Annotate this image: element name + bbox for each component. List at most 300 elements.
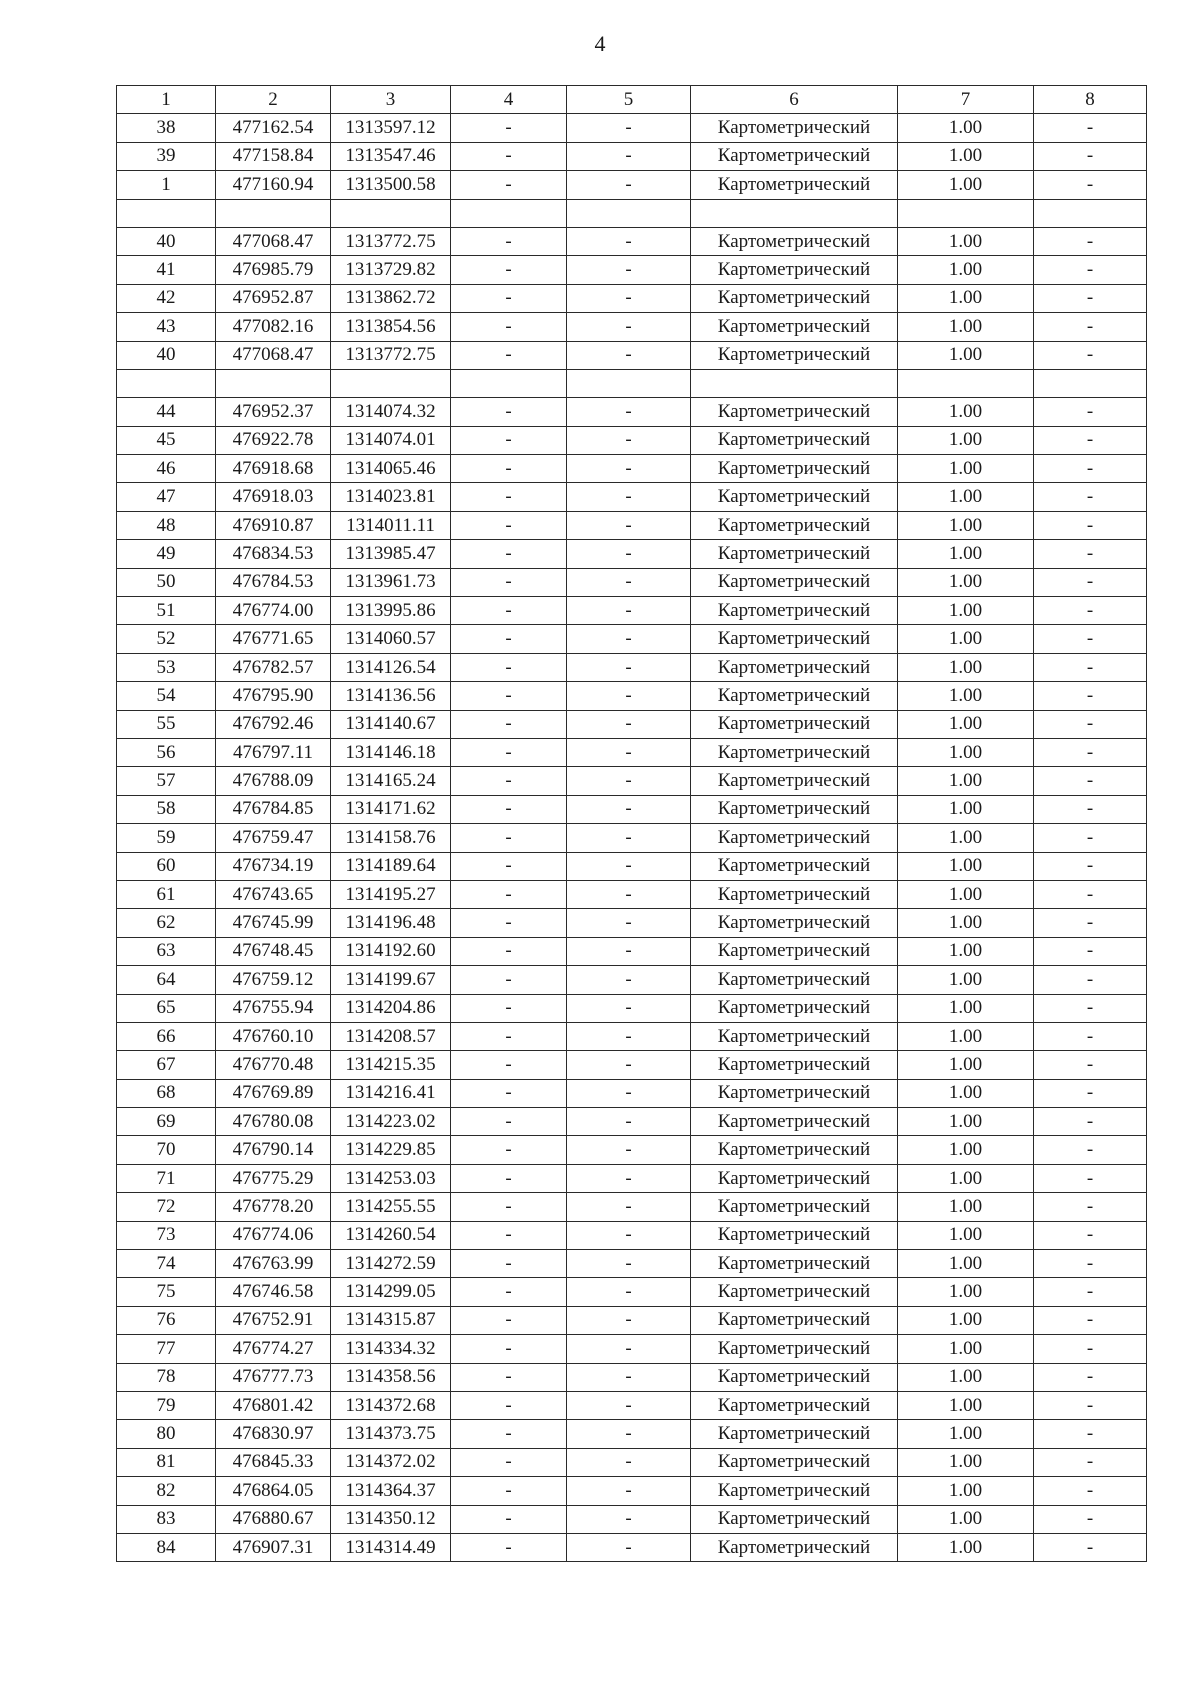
col-5-cell xyxy=(567,199,691,227)
col-4-cell: - xyxy=(451,1164,567,1192)
accuracy-cell: 1.00 xyxy=(898,540,1034,568)
col-8-cell: - xyxy=(1034,1250,1147,1278)
table-row xyxy=(117,1477,1147,1505)
table-row xyxy=(117,1533,1147,1561)
point-number-cell: 82 xyxy=(117,1477,216,1505)
method-cell: Картометрический xyxy=(691,937,898,965)
table-row xyxy=(117,142,1147,170)
x-coordinate-cell: 476918.03 xyxy=(216,483,331,511)
table-row xyxy=(117,1051,1147,1079)
header-cell-8: 8 xyxy=(1034,86,1147,114)
y-coordinate-cell: 1314195.27 xyxy=(331,880,451,908)
table-row xyxy=(117,1420,1147,1448)
col-4-cell xyxy=(451,369,567,397)
x-coordinate-cell: 476952.37 xyxy=(216,398,331,426)
table-row xyxy=(117,1335,1147,1363)
point-number-cell: 40 xyxy=(117,227,216,255)
x-coordinate-cell xyxy=(216,369,331,397)
y-coordinate-cell: 1314060.57 xyxy=(331,625,451,653)
x-coordinate-cell: 476743.65 xyxy=(216,880,331,908)
accuracy-cell: 1.00 xyxy=(898,852,1034,880)
point-number-cell: 1 xyxy=(117,171,216,199)
table-row xyxy=(117,1022,1147,1050)
col-4-cell: - xyxy=(451,540,567,568)
col-8-cell: - xyxy=(1034,597,1147,625)
col-5-cell: - xyxy=(567,1505,691,1533)
col-4-cell: - xyxy=(451,426,567,454)
col-5-cell: - xyxy=(567,625,691,653)
method-cell: Картометрический xyxy=(691,909,898,937)
x-coordinate-cell: 476782.57 xyxy=(216,653,331,681)
accuracy-cell: 1.00 xyxy=(898,1193,1034,1221)
accuracy-cell: 1.00 xyxy=(898,1221,1034,1249)
method-cell: Картометрический xyxy=(691,710,898,738)
point-number-cell: 41 xyxy=(117,256,216,284)
table-row xyxy=(117,710,1147,738)
col-4-cell: - xyxy=(451,1477,567,1505)
y-coordinate-cell xyxy=(331,369,451,397)
accuracy-cell: 1.00 xyxy=(898,1391,1034,1419)
x-coordinate-cell: 476775.29 xyxy=(216,1164,331,1192)
x-coordinate-cell: 476784.53 xyxy=(216,568,331,596)
y-coordinate-cell: 1313854.56 xyxy=(331,313,451,341)
point-number-cell: 40 xyxy=(117,341,216,369)
x-coordinate-cell: 476795.90 xyxy=(216,682,331,710)
col-8-cell: - xyxy=(1034,1193,1147,1221)
col-8-cell: - xyxy=(1034,426,1147,454)
x-coordinate-cell: 476784.85 xyxy=(216,795,331,823)
y-coordinate-cell: 1314136.56 xyxy=(331,682,451,710)
accuracy-cell: 1.00 xyxy=(898,227,1034,255)
accuracy-cell: 1.00 xyxy=(898,795,1034,823)
accuracy-cell: 1.00 xyxy=(898,682,1034,710)
accuracy-cell: 1.00 xyxy=(898,1022,1034,1050)
y-coordinate-cell: 1313500.58 xyxy=(331,171,451,199)
method-cell: Картометрический xyxy=(691,1477,898,1505)
point-number-cell: 68 xyxy=(117,1079,216,1107)
table-row xyxy=(117,937,1147,965)
col-4-cell: - xyxy=(451,227,567,255)
y-coordinate-cell: 1313547.46 xyxy=(331,142,451,170)
point-number-cell: 63 xyxy=(117,937,216,965)
col-5-cell: - xyxy=(567,1391,691,1419)
method-cell: Картометрический xyxy=(691,568,898,596)
col-5-cell: - xyxy=(567,653,691,681)
col-4-cell: - xyxy=(451,1079,567,1107)
accuracy-cell: 1.00 xyxy=(898,1533,1034,1561)
method-cell: Картометрический xyxy=(691,341,898,369)
accuracy-cell: 1.00 xyxy=(898,1164,1034,1192)
col-5-cell: - xyxy=(567,597,691,625)
point-number-cell: 77 xyxy=(117,1335,216,1363)
y-coordinate-cell: 1314158.76 xyxy=(331,824,451,852)
point-number-cell: 73 xyxy=(117,1221,216,1249)
col-8-cell: - xyxy=(1034,710,1147,738)
y-coordinate-cell: 1314372.68 xyxy=(331,1391,451,1419)
point-number-cell: 51 xyxy=(117,597,216,625)
accuracy-cell: 1.00 xyxy=(898,426,1034,454)
col-8-cell: - xyxy=(1034,455,1147,483)
col-5-cell: - xyxy=(567,1420,691,1448)
col-5-cell: - xyxy=(567,795,691,823)
accuracy-cell xyxy=(898,199,1034,227)
method-cell: Картометрический xyxy=(691,1051,898,1079)
method-cell: Картометрический xyxy=(691,625,898,653)
table-row xyxy=(117,256,1147,284)
col-4-cell: - xyxy=(451,142,567,170)
y-coordinate-cell: 1314126.54 xyxy=(331,653,451,681)
col-8-cell: - xyxy=(1034,568,1147,596)
x-coordinate-cell: 477082.16 xyxy=(216,313,331,341)
y-coordinate-cell: 1314204.86 xyxy=(331,994,451,1022)
y-coordinate-cell: 1314215.35 xyxy=(331,1051,451,1079)
table-row xyxy=(117,994,1147,1022)
col-4-cell: - xyxy=(451,341,567,369)
x-coordinate-cell: 476752.91 xyxy=(216,1306,331,1334)
col-4-cell xyxy=(451,199,567,227)
x-coordinate-cell: 476769.89 xyxy=(216,1079,331,1107)
table-row xyxy=(117,1448,1147,1476)
accuracy-cell: 1.00 xyxy=(898,738,1034,766)
table-row xyxy=(117,1278,1147,1306)
col-8-cell: - xyxy=(1034,1505,1147,1533)
col-8-cell: - xyxy=(1034,1164,1147,1192)
x-coordinate-cell xyxy=(216,199,331,227)
accuracy-cell: 1.00 xyxy=(898,1108,1034,1136)
x-coordinate-cell: 476788.09 xyxy=(216,767,331,795)
col-8-cell xyxy=(1034,199,1147,227)
x-coordinate-cell: 476763.99 xyxy=(216,1250,331,1278)
method-cell: Картометрический xyxy=(691,1136,898,1164)
col-8-cell: - xyxy=(1034,171,1147,199)
method-cell: Картометрический xyxy=(691,880,898,908)
y-coordinate-cell: 1313995.86 xyxy=(331,597,451,625)
table-row xyxy=(117,597,1147,625)
point-number-cell: 61 xyxy=(117,880,216,908)
col-5-cell: - xyxy=(567,1448,691,1476)
x-coordinate-cell: 476845.33 xyxy=(216,1448,331,1476)
point-number-cell xyxy=(117,199,216,227)
col-4-cell: - xyxy=(451,398,567,426)
col-8-cell: - xyxy=(1034,1420,1147,1448)
col-8-cell: - xyxy=(1034,880,1147,908)
x-coordinate-cell: 476760.10 xyxy=(216,1022,331,1050)
point-number-cell: 69 xyxy=(117,1108,216,1136)
point-number-cell: 43 xyxy=(117,313,216,341)
point-number-cell: 84 xyxy=(117,1533,216,1561)
point-number-cell: 74 xyxy=(117,1250,216,1278)
table-row xyxy=(117,682,1147,710)
point-number-cell: 55 xyxy=(117,710,216,738)
col-8-cell: - xyxy=(1034,1448,1147,1476)
col-4-cell: - xyxy=(451,1221,567,1249)
col-5-cell: - xyxy=(567,1221,691,1249)
col-4-cell: - xyxy=(451,738,567,766)
method-cell: Картометрический xyxy=(691,256,898,284)
point-number-cell: 62 xyxy=(117,909,216,937)
x-coordinate-cell: 476880.67 xyxy=(216,1505,331,1533)
y-coordinate-cell: 1314350.12 xyxy=(331,1505,451,1533)
point-number-cell: 67 xyxy=(117,1051,216,1079)
col-5-cell: - xyxy=(567,256,691,284)
col-5-cell: - xyxy=(567,824,691,852)
table-row xyxy=(117,540,1147,568)
col-4-cell: - xyxy=(451,114,567,142)
x-coordinate-cell: 477068.47 xyxy=(216,341,331,369)
col-8-cell: - xyxy=(1034,767,1147,795)
table-row xyxy=(117,1221,1147,1249)
method-cell: Картометрический xyxy=(691,682,898,710)
method-cell: Картометрический xyxy=(691,795,898,823)
col-8-cell: - xyxy=(1034,1363,1147,1391)
col-8-cell: - xyxy=(1034,1533,1147,1561)
table-row xyxy=(117,511,1147,539)
y-coordinate-cell: 1313862.72 xyxy=(331,284,451,312)
y-coordinate-cell: 1314140.67 xyxy=(331,710,451,738)
col-8-cell: - xyxy=(1034,142,1147,170)
y-coordinate-cell: 1313961.73 xyxy=(331,568,451,596)
table-row xyxy=(117,1079,1147,1107)
col-4-cell: - xyxy=(451,966,567,994)
col-4-cell: - xyxy=(451,1420,567,1448)
table-row xyxy=(117,341,1147,369)
x-coordinate-cell: 476790.14 xyxy=(216,1136,331,1164)
x-coordinate-cell: 476910.87 xyxy=(216,511,331,539)
col-5-cell: - xyxy=(567,994,691,1022)
y-coordinate-cell: 1314196.48 xyxy=(331,909,451,937)
col-8-cell: - xyxy=(1034,1306,1147,1334)
accuracy-cell: 1.00 xyxy=(898,1051,1034,1079)
col-8-cell: - xyxy=(1034,511,1147,539)
accuracy-cell: 1.00 xyxy=(898,625,1034,653)
y-coordinate-cell: 1314011.11 xyxy=(331,511,451,539)
col-4-cell: - xyxy=(451,994,567,1022)
col-4-cell: - xyxy=(451,625,567,653)
method-cell: Картометрический xyxy=(691,398,898,426)
y-coordinate-cell: 1314373.75 xyxy=(331,1420,451,1448)
y-coordinate-cell: 1314229.85 xyxy=(331,1136,451,1164)
col-8-cell: - xyxy=(1034,483,1147,511)
col-5-cell: - xyxy=(567,966,691,994)
method-cell: Картометрический xyxy=(691,1505,898,1533)
method-cell: Картометрический xyxy=(691,1420,898,1448)
col-4-cell: - xyxy=(451,1278,567,1306)
method-cell: Картометрический xyxy=(691,1164,898,1192)
point-number-cell: 65 xyxy=(117,994,216,1022)
col-8-cell: - xyxy=(1034,1391,1147,1419)
point-number-cell: 47 xyxy=(117,483,216,511)
col-5-cell: - xyxy=(567,1477,691,1505)
y-coordinate-cell: 1314189.64 xyxy=(331,852,451,880)
col-8-cell: - xyxy=(1034,909,1147,937)
method-cell: Картометрический xyxy=(691,227,898,255)
point-number-cell: 59 xyxy=(117,824,216,852)
y-coordinate-cell: 1314146.18 xyxy=(331,738,451,766)
accuracy-cell: 1.00 xyxy=(898,313,1034,341)
point-number-cell: 56 xyxy=(117,738,216,766)
accuracy-cell: 1.00 xyxy=(898,653,1034,681)
point-number-cell: 46 xyxy=(117,455,216,483)
col-4-cell: - xyxy=(451,284,567,312)
point-number-cell: 38 xyxy=(117,114,216,142)
table-row xyxy=(117,852,1147,880)
col-8-cell: - xyxy=(1034,256,1147,284)
col-8-cell: - xyxy=(1034,398,1147,426)
point-number-cell: 81 xyxy=(117,1448,216,1476)
accuracy-cell: 1.00 xyxy=(898,1136,1034,1164)
y-coordinate-cell: 1314315.87 xyxy=(331,1306,451,1334)
y-coordinate-cell: 1314334.32 xyxy=(331,1335,451,1363)
table-row xyxy=(117,114,1147,142)
col-8-cell: - xyxy=(1034,966,1147,994)
header-cell-7: 7 xyxy=(898,86,1034,114)
accuracy-cell: 1.00 xyxy=(898,284,1034,312)
point-number-cell: 45 xyxy=(117,426,216,454)
method-cell: Картометрический xyxy=(691,1250,898,1278)
col-4-cell: - xyxy=(451,1505,567,1533)
method-cell: Картометрический xyxy=(691,540,898,568)
x-coordinate-cell: 476834.53 xyxy=(216,540,331,568)
point-number-cell: 79 xyxy=(117,1391,216,1419)
method-cell: Картометрический xyxy=(691,1079,898,1107)
accuracy-cell: 1.00 xyxy=(898,256,1034,284)
point-number-cell: 54 xyxy=(117,682,216,710)
col-5-cell: - xyxy=(567,1335,691,1363)
table-row xyxy=(117,1363,1147,1391)
x-coordinate-cell: 476830.97 xyxy=(216,1420,331,1448)
table-row xyxy=(117,1505,1147,1533)
accuracy-cell: 1.00 xyxy=(898,994,1034,1022)
method-cell: Картометрический xyxy=(691,653,898,681)
accuracy-cell: 1.00 xyxy=(898,710,1034,738)
y-coordinate-cell: 1314272.59 xyxy=(331,1250,451,1278)
method-cell: Картометрический xyxy=(691,284,898,312)
col-5-cell: - xyxy=(567,568,691,596)
table-row xyxy=(117,1164,1147,1192)
accuracy-cell: 1.00 xyxy=(898,937,1034,965)
col-4-cell: - xyxy=(451,1363,567,1391)
method-cell: Картометрический xyxy=(691,511,898,539)
col-8-cell: - xyxy=(1034,824,1147,852)
accuracy-cell: 1.00 xyxy=(898,909,1034,937)
col-8-cell: - xyxy=(1034,937,1147,965)
x-coordinate-cell: 476780.08 xyxy=(216,1108,331,1136)
point-number-cell: 78 xyxy=(117,1363,216,1391)
method-cell xyxy=(691,369,898,397)
point-number-cell: 71 xyxy=(117,1164,216,1192)
accuracy-cell: 1.00 xyxy=(898,966,1034,994)
col-4-cell: - xyxy=(451,1108,567,1136)
table-row xyxy=(117,568,1147,596)
accuracy-cell: 1.00 xyxy=(898,483,1034,511)
table-row xyxy=(117,1306,1147,1334)
method-cell: Картометрический xyxy=(691,1278,898,1306)
accuracy-cell: 1.00 xyxy=(898,1250,1034,1278)
y-coordinate-cell: 1314253.03 xyxy=(331,1164,451,1192)
col-4-cell: - xyxy=(451,568,567,596)
table-row xyxy=(117,426,1147,454)
col-5-cell: - xyxy=(567,341,691,369)
separator-row xyxy=(117,369,1147,397)
point-number-cell: 66 xyxy=(117,1022,216,1050)
point-number-cell: 52 xyxy=(117,625,216,653)
method-cell: Картометрический xyxy=(691,966,898,994)
header-row xyxy=(117,86,1147,114)
col-8-cell: - xyxy=(1034,540,1147,568)
table-row xyxy=(117,1193,1147,1221)
y-coordinate-cell: 1313985.47 xyxy=(331,540,451,568)
col-5-cell: - xyxy=(567,398,691,426)
x-coordinate-cell: 477068.47 xyxy=(216,227,331,255)
y-coordinate-cell: 1314299.05 xyxy=(331,1278,451,1306)
page-number: 4 xyxy=(594,31,606,56)
col-4-cell: - xyxy=(451,710,567,738)
col-8-cell: - xyxy=(1034,227,1147,255)
accuracy-cell: 1.00 xyxy=(898,1420,1034,1448)
col-5-cell: - xyxy=(567,142,691,170)
table-body xyxy=(117,86,1147,1562)
method-cell: Картометрический xyxy=(691,171,898,199)
y-coordinate-cell: 1314255.55 xyxy=(331,1193,451,1221)
col-8-cell: - xyxy=(1034,1136,1147,1164)
col-5-cell: - xyxy=(567,114,691,142)
col-4-cell: - xyxy=(451,455,567,483)
accuracy-cell: 1.00 xyxy=(898,455,1034,483)
col-8-cell: - xyxy=(1034,994,1147,1022)
x-coordinate-cell: 477162.54 xyxy=(216,114,331,142)
x-coordinate-cell: 476734.19 xyxy=(216,852,331,880)
col-8-cell: - xyxy=(1034,1477,1147,1505)
accuracy-cell: 1.00 xyxy=(898,1306,1034,1334)
method-cell: Картометрический xyxy=(691,483,898,511)
col-5-cell: - xyxy=(567,540,691,568)
method-cell: Картометрический xyxy=(691,1022,898,1050)
y-coordinate-cell: 1314074.32 xyxy=(331,398,451,426)
col-8-cell: - xyxy=(1034,738,1147,766)
col-5-cell: - xyxy=(567,1306,691,1334)
col-4-cell: - xyxy=(451,313,567,341)
col-8-cell: - xyxy=(1034,313,1147,341)
x-coordinate-cell: 476748.45 xyxy=(216,937,331,965)
col-5-cell: - xyxy=(567,1363,691,1391)
table-row xyxy=(117,1250,1147,1278)
point-number-cell: 70 xyxy=(117,1136,216,1164)
method-cell: Картометрический xyxy=(691,1306,898,1334)
col-5-cell: - xyxy=(567,710,691,738)
x-coordinate-cell: 476745.99 xyxy=(216,909,331,937)
method-cell: Картометрический xyxy=(691,1108,898,1136)
accuracy-cell: 1.00 xyxy=(898,568,1034,596)
x-coordinate-cell: 476774.00 xyxy=(216,597,331,625)
point-number-cell: 60 xyxy=(117,852,216,880)
point-number-cell: 80 xyxy=(117,1420,216,1448)
header-cell-4: 4 xyxy=(451,86,567,114)
point-number-cell: 64 xyxy=(117,966,216,994)
col-4-cell: - xyxy=(451,1306,567,1334)
col-5-cell: - xyxy=(567,738,691,766)
x-coordinate-cell: 476755.94 xyxy=(216,994,331,1022)
accuracy-cell: 1.00 xyxy=(898,171,1034,199)
y-coordinate-cell: 1314314.49 xyxy=(331,1533,451,1561)
col-4-cell: - xyxy=(451,767,567,795)
accuracy-cell: 1.00 xyxy=(898,1477,1034,1505)
col-5-cell: - xyxy=(567,1051,691,1079)
method-cell: Картометрический xyxy=(691,597,898,625)
y-coordinate-cell: 1314260.54 xyxy=(331,1221,451,1249)
x-coordinate-cell: 476864.05 xyxy=(216,1477,331,1505)
col-8-cell: - xyxy=(1034,1079,1147,1107)
col-8-cell: - xyxy=(1034,284,1147,312)
